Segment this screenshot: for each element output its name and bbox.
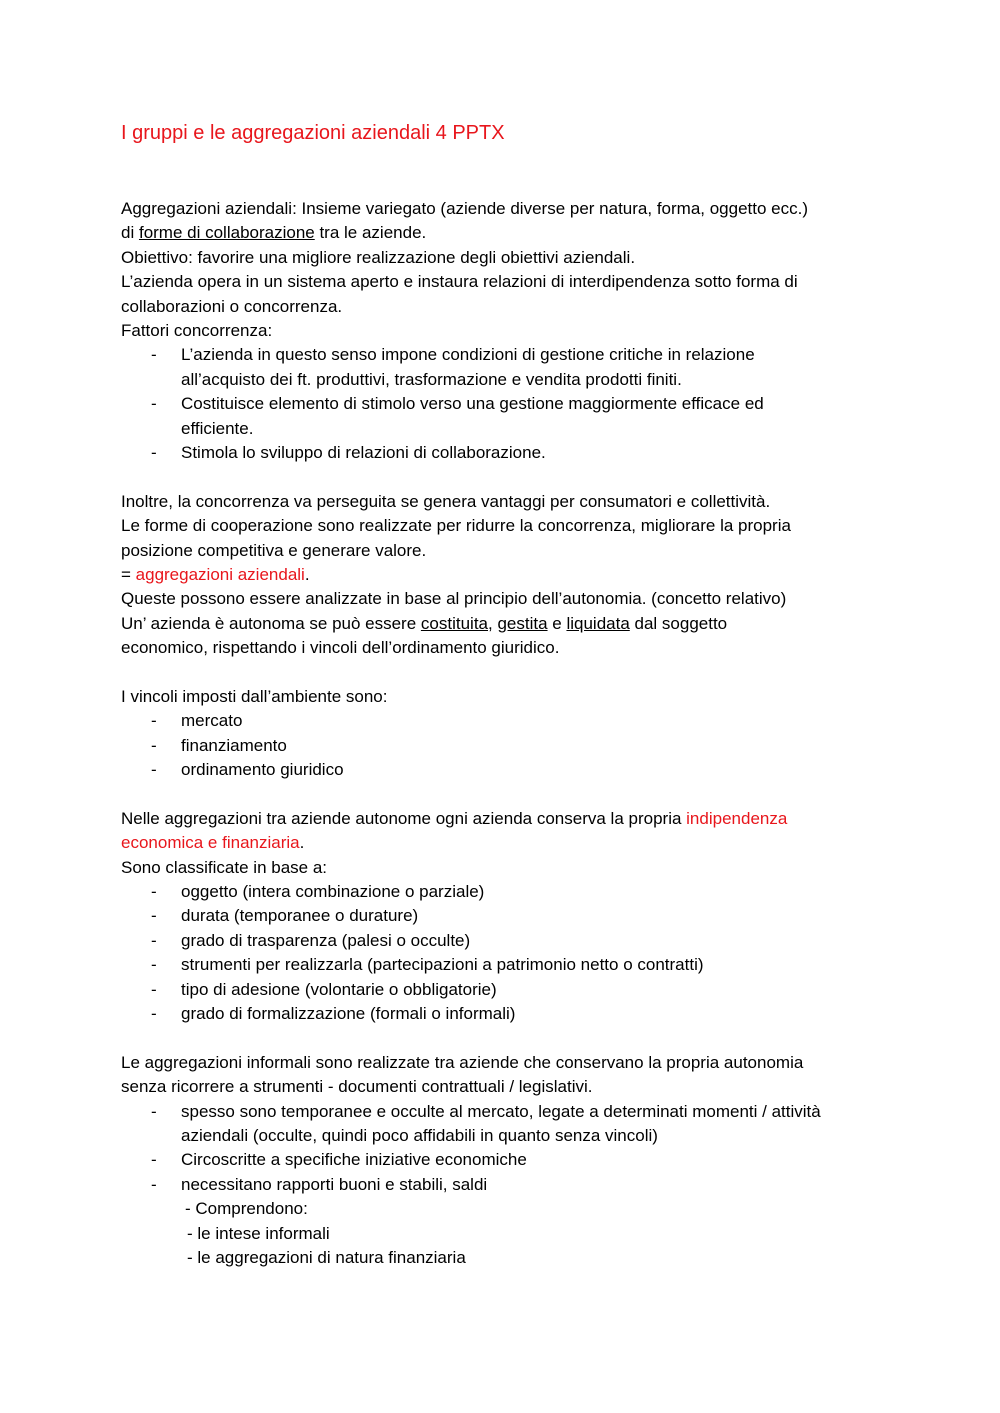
bullet-dash: - xyxy=(151,882,157,902)
bullet-dash: - xyxy=(151,979,157,999)
list-item: - grado di trasparenza (palesi o occulte) xyxy=(121,929,891,953)
paragraph-line: I vincoli imposti dall’ambiente sono: xyxy=(121,686,388,706)
bullet-dash: - xyxy=(151,930,157,950)
list-item: - strumenti per realizzarla (partecipazioni a patrimonio netto o contratti) xyxy=(121,953,891,977)
list-item: - mercato xyxy=(121,709,891,733)
paragraph-line: Le aggregazioni informali sono realizzate tra aziende che conservano la propria autonomia xyxy=(121,1052,804,1072)
paragraph-line: Sono classificate in base a: xyxy=(121,857,328,877)
list-item: - ordinamento giuridico xyxy=(121,758,891,782)
bullet-dash: - xyxy=(151,1101,157,1121)
bullet-dash: - xyxy=(151,760,157,780)
list-item: - tipo di adesione (volontarie o obbligatorie) xyxy=(121,978,891,1002)
sub-list-item: - Comprendono: xyxy=(185,1199,308,1219)
paragraph-line: economica e finanziaria. xyxy=(121,833,305,853)
list-item: - Circoscritte a specifiche iniziative economiche xyxy=(121,1148,891,1172)
paragraph-line: collaborazioni o concorrenza. xyxy=(121,296,343,316)
bullet-dash: - xyxy=(151,394,157,414)
list-item: - spesso sono temporanee e occulte al mercato, legate a determinati momenti / attività aziendali (occulte, quindi poco affidabili in quanto senza vincoli) xyxy=(151,1101,821,1146)
paragraph-line: Fattori concorrenza: xyxy=(121,320,273,340)
bullet-dash: - xyxy=(151,906,157,926)
paragraph-line: Nelle aggregazioni tra aziende autonome ogni azienda conserva la propria indipendenza xyxy=(121,808,788,828)
bullet-dash: - xyxy=(151,1004,157,1024)
underlined-term: costituita xyxy=(420,613,488,633)
list-item: - necessitano rapporti buoni e stabili, saldi xyxy=(121,1173,891,1197)
paragraph-line: Un’ azienda è autonoma se può essere costituita, gestita e liquidata dal soggetto xyxy=(121,613,728,633)
bullet-dash: - xyxy=(151,1150,157,1170)
list-item: - finanziamento xyxy=(121,734,891,758)
paragraph-line: posizione competitiva e generare valore. xyxy=(121,540,427,560)
paragraph-line: Queste possono essere analizzate in base al principio dell’autonomia. (concetto relativo) xyxy=(121,589,787,609)
paragraph-line: Aggregazioni aziendali: Insieme variegato (aziende diverse per natura, forma, oggetto ecc.) xyxy=(121,199,808,218)
highlighted-term: economica e finanziaria xyxy=(121,833,300,853)
underlined-term: liquidata xyxy=(566,613,630,633)
document-title: I gruppi e le aggregazioni aziendali 4 PPTX xyxy=(121,122,505,144)
bullet-dash: - xyxy=(151,442,157,462)
list-item: - L’azienda in questo senso impone condizioni di gestione critiche in relazione all’acquisto dei ft. produttivi, trasformazione e vendita prodotti finiti. xyxy=(151,345,755,389)
sub-list-item: - le aggregazioni di natura finanziaria xyxy=(187,1248,466,1268)
bullet-dash: - xyxy=(151,1174,157,1194)
list-item: - durata (temporanee o durature) xyxy=(121,904,891,928)
bullet-dash: - xyxy=(151,711,157,731)
paragraph-line: Obiettivo: favorire una migliore realizzazione degli obiettivi aziendali. xyxy=(121,247,636,267)
paragraph-line: L’azienda opera in un sistema aperto e instaura relazioni di interdipendenza sotto forma di xyxy=(121,272,798,292)
paragraph-line: Le forme di cooperazione sono realizzate per ridurre la concorrenza, migliorare la propria xyxy=(121,516,791,536)
paragraph-line: senza ricorrere a strumenti - documenti contrattuali / legislativi. xyxy=(121,1077,593,1097)
bullet-dash: - xyxy=(151,345,157,365)
document-body xyxy=(121,197,891,1270)
highlighted-term: indipendenza xyxy=(686,808,788,828)
paragraph-line: Inoltre, la concorrenza va perseguita se genera vantaggi per consumatori e collettività. xyxy=(121,491,771,511)
paragraph-line: economico, rispettando i vincoli dell’ordinamento giuridico. xyxy=(121,638,560,658)
underlined-term: forme di collaborazione xyxy=(138,223,315,243)
paragraph-line: di forme di collaborazione tra le aziende. xyxy=(121,223,427,243)
list-item: - oggetto (intera combinazione o parziale) xyxy=(121,880,891,904)
paragraph-line: = aggregazioni aziendali. xyxy=(121,564,310,584)
bullet-dash: - xyxy=(151,735,157,755)
sub-list-item: - le intese informali xyxy=(187,1223,330,1243)
highlighted-term: aggregazioni aziendali xyxy=(135,564,305,584)
list-item: - Costituisce elemento di stimolo verso una gestione maggiormente efficace ed efficiente. xyxy=(151,394,764,438)
underlined-term: gestita xyxy=(497,613,548,633)
list-item: - grado di formalizzazione (formali o informali) xyxy=(121,1002,891,1026)
list-item: - Stimola lo sviluppo di relazioni di collaborazione. xyxy=(121,441,891,465)
bullet-dash: - xyxy=(151,955,157,975)
